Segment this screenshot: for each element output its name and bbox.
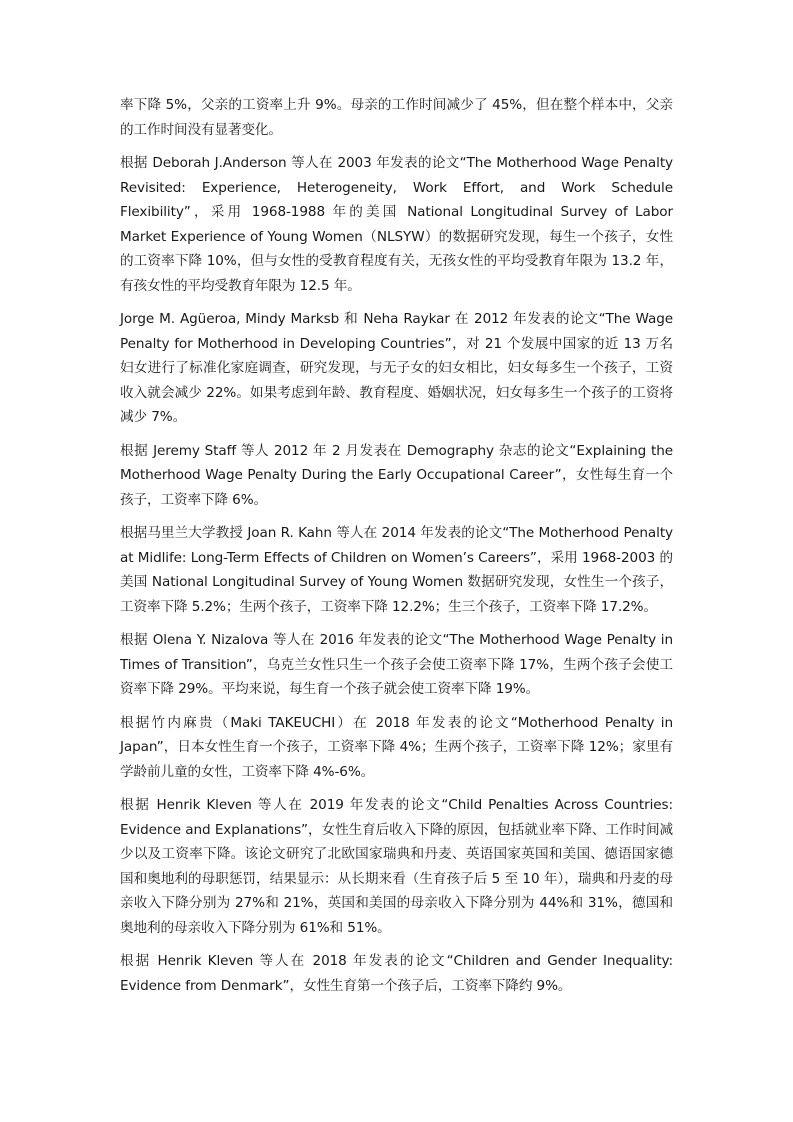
paragraph-3: Jorge M. Agüeroa, Mindy Marksb 和 Neha Raykar 在 2012 年发表的论文“The Wage Penalty for Motherhood in Developing Countries”，对 21 个发展中国家的近 13 万名妇女进行了标准化家庭调查，研究发现，与无子女的妇女相比，妇女每多生一个孩子，工资收入就会减少 22%。如果考虑到年龄、教育程度、婚姻状况，妇女每多生一个孩子的工资将减少 7%。	[120, 311, 673, 425]
paragraph-9: 根据 Henrik Kleven 等人在 2018 年发表的论文“Children and Gender Inequality: Evidence from Denmark”，女性生育第一个孩子后，工资率下降约 9%。	[120, 953, 673, 994]
paragraph-2: 根据 Deborah J.Anderson 等人在 2003 年发表的论文“The Motherhood Wage Penalty Revisited: Experience, Heterogeneity, Work Effort, and Work Schedule Flexibility”，采用 1968-1988 年的美国 National Longitudinal Survey of Labor Market Experience of Young Women（NLSYW）的数据研究发现，每生一个孩子，女性的工资率下降 10%，但与女性的受教育程度有关，无孩女性的平均受教育年限为 13.2 年，有孩女性的平均受教育年限为 12.5 年。	[120, 155, 673, 294]
paragraph-8: 根据 Henrik Kleven 等人在 2019 年发表的论文“Child Penalties Across Countries: Evidence and Explanations”，女性生育后收入下降的原因，包括就业率下降、工作时间减少以及工资率下降。该论文研究了北欧国家瑞典和丹麦、英语国家英国和美国、德语国家德国和奥地利的母职惩罚，结果显示：从长期来看（生育孩子后 5 至 10 年），瑞典和丹麦的母亲收入下降分别为 27%和 21%，英国和美国的母亲收入下降分别为 44%和 31%，德国和奥地利的母亲收入下降分别为 61%和 51%。	[120, 797, 673, 936]
paragraph-5: 根据马里兰大学教授 Joan R. Kahn 等人在 2014 年发表的论文“The Motherhood Penalty at Midlife: Long-Term Effects of Children on Women’s Careers”，采用 1968-2003 的美国 National Longitudinal Survey of Young Women 数据研究发现，女性生一个孩子，工资率下降 5.2%；生两个孩子，工资率下降 12.2%；生三个孩子，工资率下降 17.2%。	[120, 525, 673, 615]
paragraph-4: 根据 Jeremy Staff 等人 2012 年 2 月发表在 Demography 杂志的论文“Explaining the Motherhood Wage Penalty During the Early Occupational Career”，女性每生育一个孩子，工资率下降 6%。	[120, 442, 673, 508]
paragraph-6: 根据 Olena Y. Nizalova 等人在 2016 年发表的论文“The Motherhood Wage Penalty in Times of Transition”，乌克兰女性只生一个孩子会使工资率下降 17%，生两个孩子会使工资率下降 29%。平均来说，每生育一个孩子就会使工资率下降 19%。	[120, 632, 673, 697]
paragraph-1: 率下降 5%，父亲的工资率上升 9%。母亲的工作时间减少了 45%，但在整个样本中，父亲的工作时间没有显著变化。	[120, 97, 673, 138]
paragraph-7: 根据竹内麻贵（Maki TAKEUCHI）在 2018 年发表的论文“Motherhood Penalty in Japan”，日本女性生育一个孩子，工资率下降 4%；生两个孩子，工资率下降 12%；家里有学龄前儿童的女性，工资率下降 4%-6%。	[120, 714, 673, 780]
document-body	[120, 93, 673, 1007]
